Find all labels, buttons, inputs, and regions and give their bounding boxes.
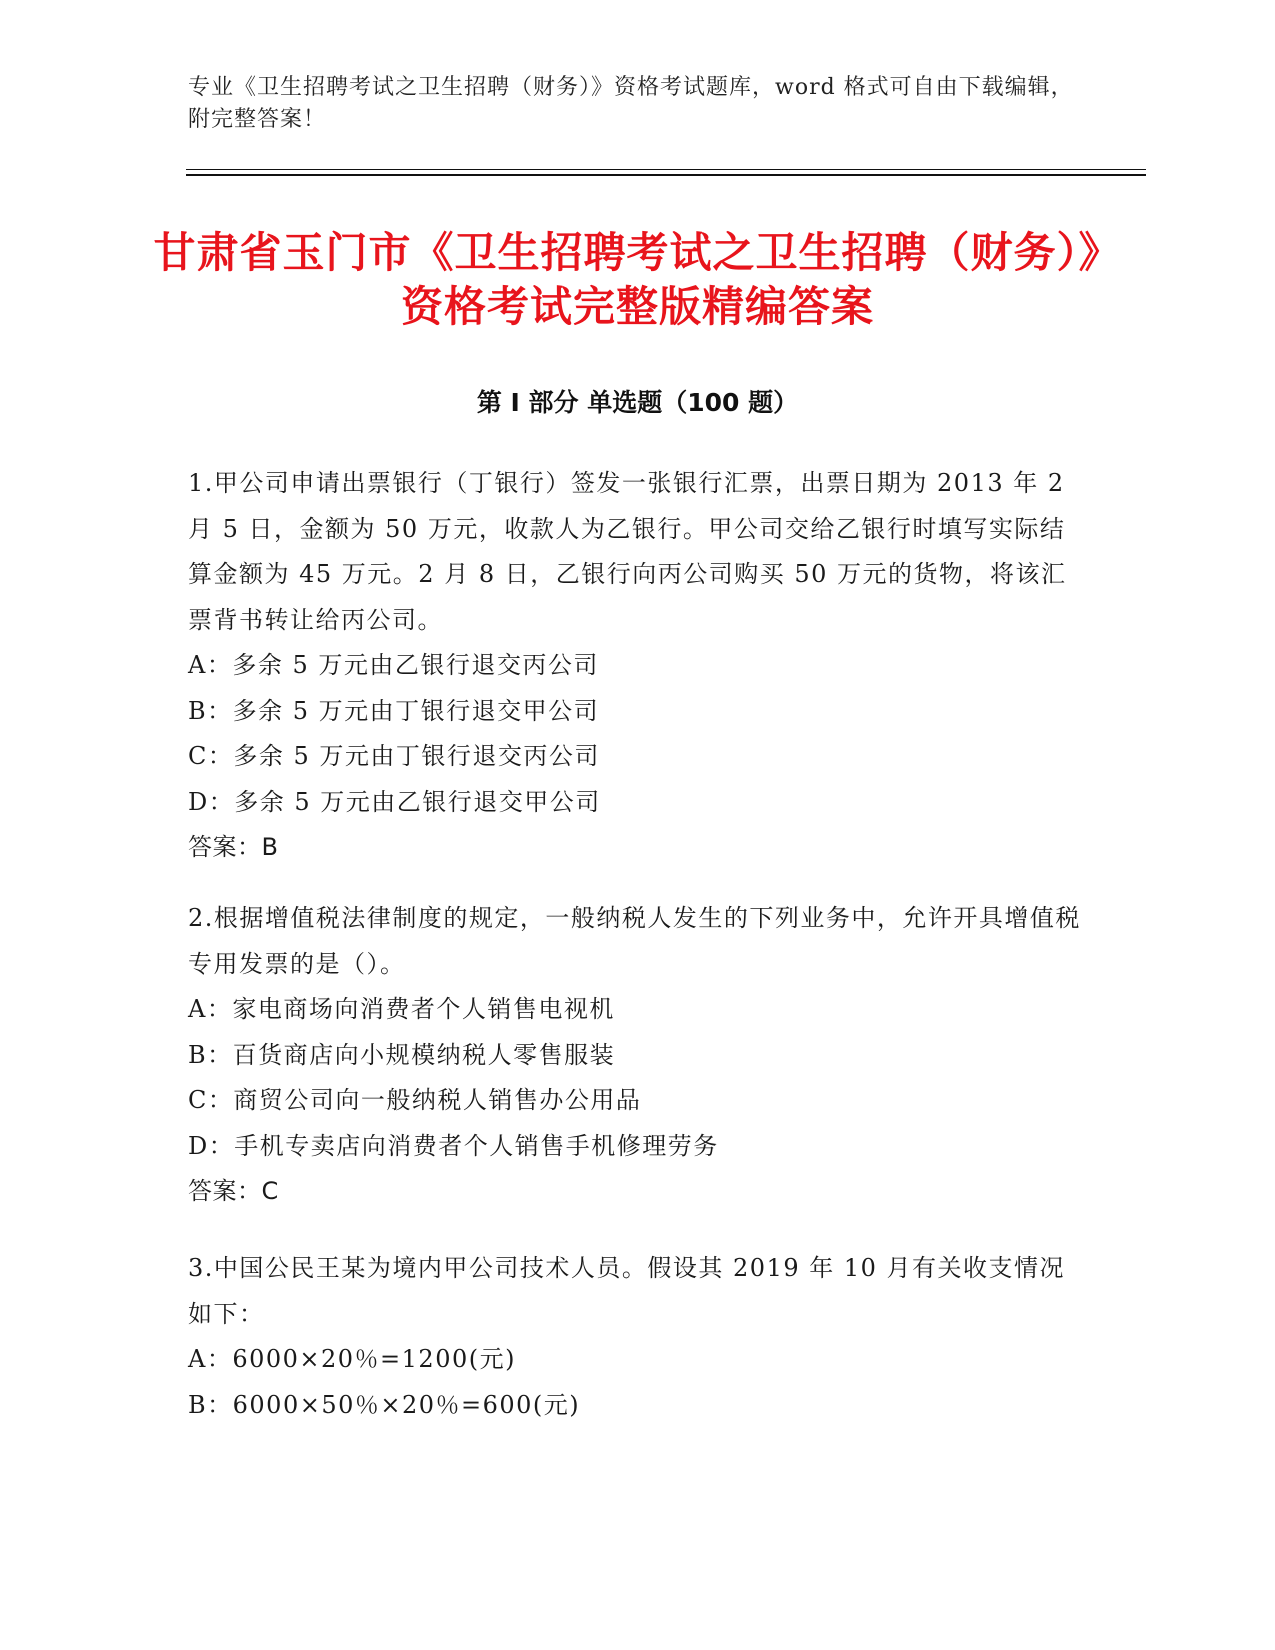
question-option: B：多余 5 万元由丁银行退交甲公司 <box>188 696 600 725</box>
document-title: 甘肃省玉门市《卫生招聘考试之卫生招聘（财务）》资格考试完整版精编答案 <box>153 228 1122 331</box>
question-option: D：手机专卖店向消费者个人销售手机修理劳务 <box>188 1131 719 1160</box>
question-option: B：6000×50％×20％=600(元) <box>188 1390 581 1419</box>
question-stem: 2.根据增值税法律制度的规定，一般纳税人发生的下列业务中，允许开具增值税专用发票的是（）。 <box>188 904 1081 978</box>
question-2 <box>188 896 1088 1215</box>
header-rule-thick <box>186 174 1146 176</box>
question-option: D：多余 5 万元由乙银行退交甲公司 <box>188 787 601 816</box>
question-option: B：百货商店向小规模纳税人零售服装 <box>188 1040 616 1069</box>
header-note: 专业《卫生招聘考试之卫生招聘（财务）》资格考试题库，word 格式可自由下载编辑，附完整答案！ <box>188 75 1074 132</box>
question-stem: 3.中国公民王某为境内甲公司技术人员。假设其 2019 年 10 月有关收支情况如下： <box>188 1254 1066 1328</box>
question-option: A：6000×20％=1200(元) <box>188 1345 516 1373</box>
question-option: A：家电商场向消费者个人销售电视机 <box>188 995 615 1023</box>
header-rule-thin <box>186 169 1146 170</box>
section-title: 第 I 部分 单选题（100 题） <box>476 388 799 417</box>
question-1 <box>188 461 1088 871</box>
question-option: A：多余 5 万元由乙银行退交丙公司 <box>188 651 599 679</box>
question-answer: 答案：C <box>188 1177 279 1205</box>
question-option: C：多余 5 万元由丁银行退交丙公司 <box>188 742 600 770</box>
question-3 <box>188 1246 1088 1428</box>
question-option: C：商贸公司向一般纳税人销售办公用品 <box>188 1086 642 1114</box>
question-answer: 答案：B <box>188 833 279 861</box>
question-stem: 1.甲公司申请出票银行（丁银行）签发一张银行汇票，出票日期为 2013 年 2 月 5 日，金额为 50 万元，收款人为乙银行。甲公司交给乙银行时填写实际结算金额为 45 万元。2 月 8 日，乙银行向丙公司购买 50 万元的货物，将该汇票背书转让给丙公司。 <box>188 469 1067 634</box>
